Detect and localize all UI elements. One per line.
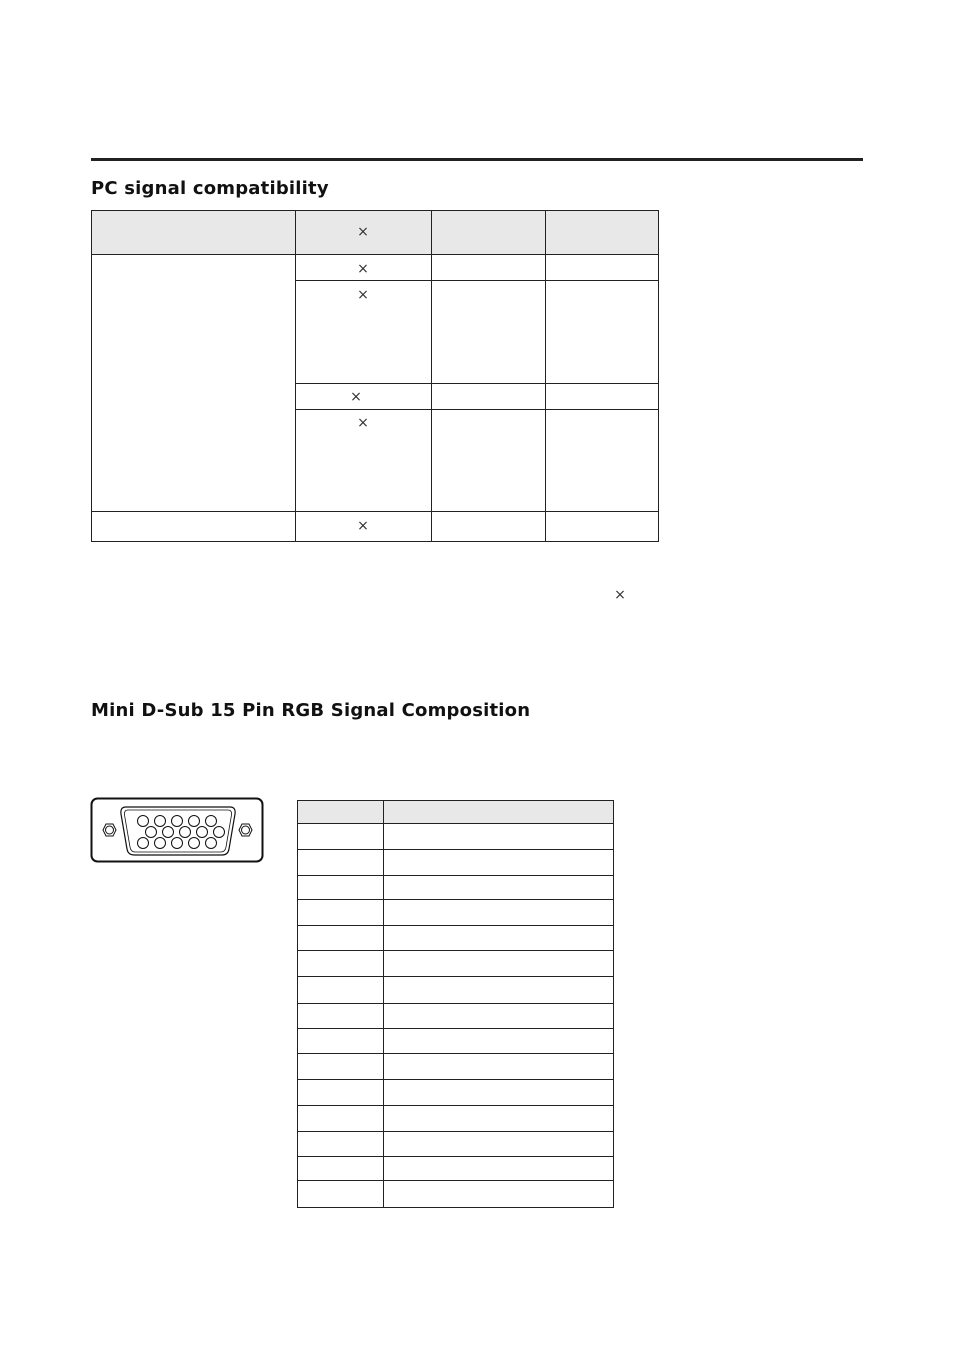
pin-number-cell [297, 849, 384, 876]
table-cell [431, 409, 546, 512]
cross-mark: × [350, 389, 362, 405]
pin-number-cell [297, 823, 384, 850]
pin-number-cell [297, 976, 384, 1004]
signal-header-cell [383, 800, 614, 824]
signal-cell [383, 1053, 614, 1080]
row-label-cell [91, 254, 296, 512]
table-cell [545, 280, 659, 384]
signal-cell [383, 950, 614, 977]
pin-number-cell [297, 1079, 384, 1106]
pin-number-cell [297, 1105, 384, 1132]
pin-number-cell [297, 1180, 384, 1208]
pin-number-cell [297, 1156, 384, 1181]
cross-mark: × [357, 287, 369, 303]
signal-cell [383, 899, 614, 926]
pin-number-cell [297, 925, 384, 951]
signal-cell [383, 823, 614, 850]
table-cell [545, 409, 659, 512]
pin-number-cell [297, 950, 384, 977]
table-cell [431, 254, 546, 281]
signal-cell [383, 1156, 614, 1181]
cross-mark: × [357, 518, 369, 534]
signal-cell [383, 1180, 614, 1208]
signal-cell [383, 875, 614, 900]
table-header-cell [545, 210, 659, 255]
pin-number-cell [297, 899, 384, 926]
pin-number-cell [297, 1131, 384, 1157]
table-cell [295, 383, 432, 410]
table-cell [545, 254, 659, 281]
pin-number-cell [297, 1053, 384, 1080]
dsub-connector-diagram [90, 797, 265, 865]
cross-mark: × [357, 261, 369, 277]
cross-mark: × [614, 587, 626, 603]
pin-header-cell [297, 800, 384, 824]
pc-signal-heading: PC signal compatibility [91, 178, 329, 199]
pin-number-cell [297, 1003, 384, 1029]
table-header-cell [431, 210, 546, 255]
top-rule [91, 158, 863, 161]
signal-cell [383, 925, 614, 951]
pin-number-cell [297, 1028, 384, 1054]
table-cell [431, 280, 546, 384]
cross-mark: × [357, 224, 369, 240]
pin-number-cell [297, 875, 384, 900]
table-cell [431, 511, 546, 542]
signal-cell [383, 849, 614, 876]
cross-mark: × [357, 415, 369, 431]
signal-cell [383, 1079, 614, 1106]
table-cell [545, 511, 659, 542]
dsub-heading: Mini D-Sub 15 Pin RGB Signal Composition [91, 700, 531, 721]
signal-cell [383, 1105, 614, 1132]
table-cell [431, 383, 546, 410]
table-cell [91, 511, 296, 542]
signal-cell [383, 976, 614, 1004]
signal-cell [383, 1131, 614, 1157]
table-cell [545, 383, 659, 410]
signal-cell [383, 1028, 614, 1054]
signal-cell [383, 1003, 614, 1029]
table-header-cell [91, 210, 296, 255]
